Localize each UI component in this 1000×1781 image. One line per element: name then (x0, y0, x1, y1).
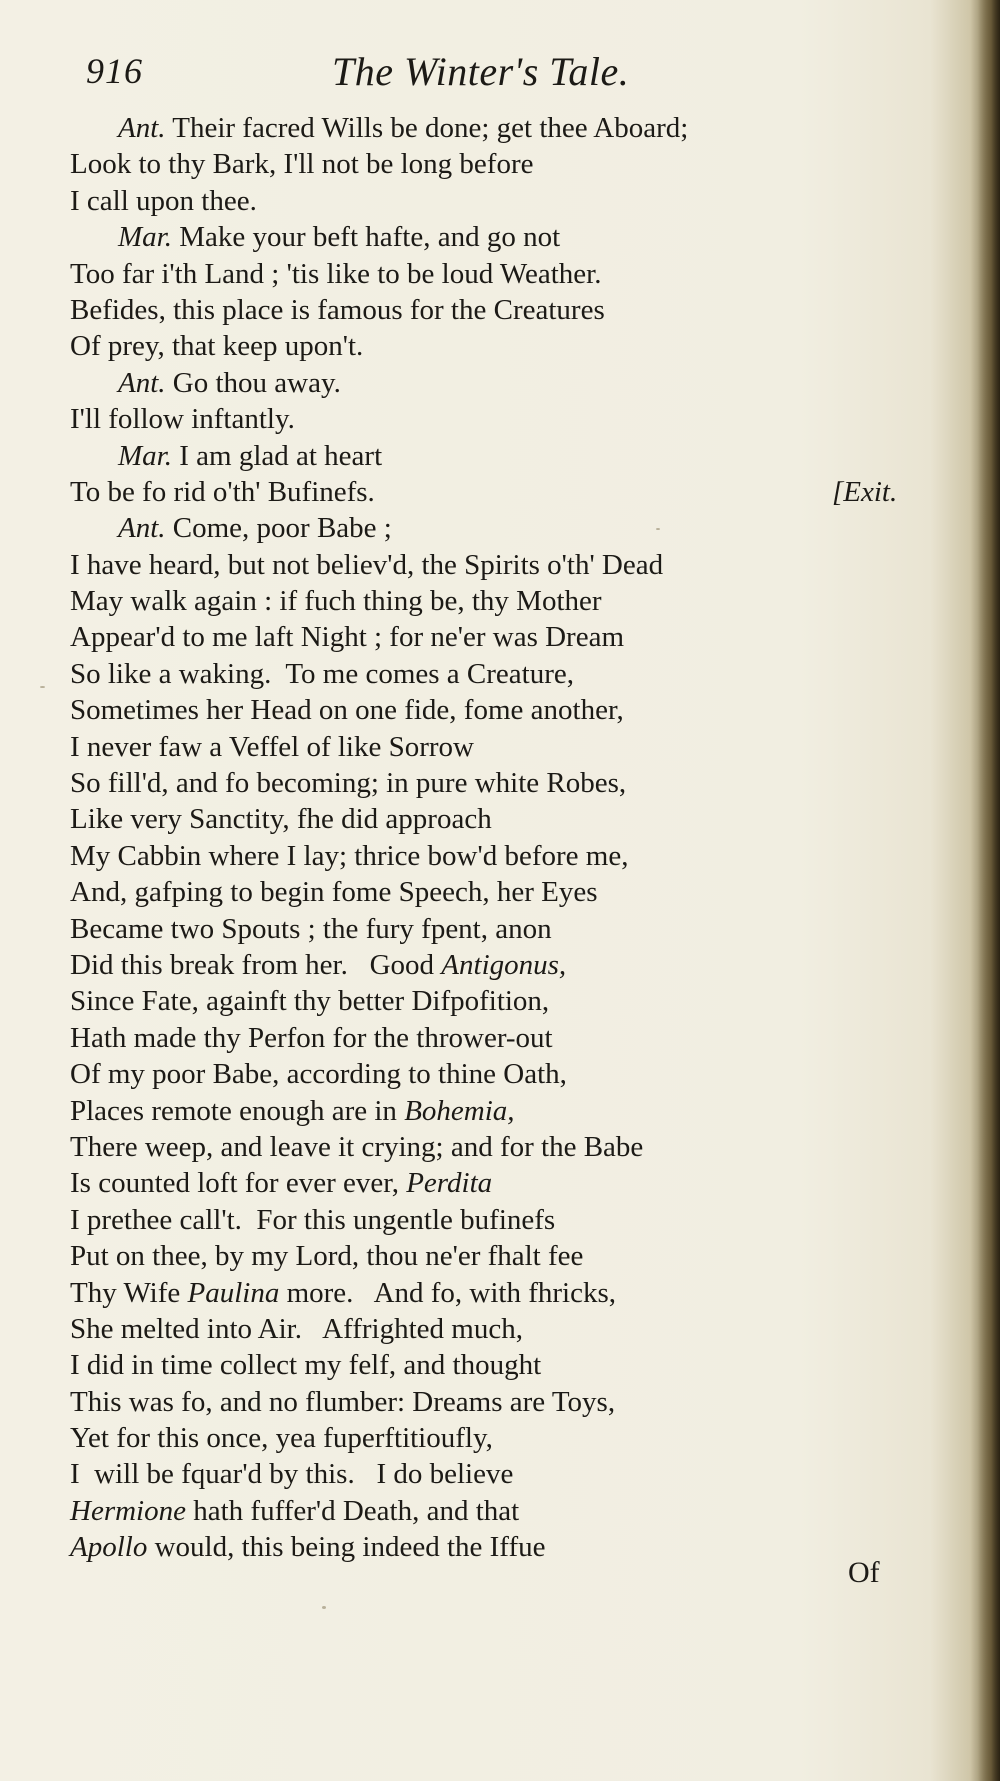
text-line (70, 438, 870, 474)
play-text (70, 110, 898, 1566)
italic-name: Perdita (406, 1167, 493, 1200)
ink-speck (40, 686, 45, 688)
line-text: Of my poor Babe, according to thine Oath, (70, 1058, 567, 1091)
line-text: There weep, and leave it crying; and for the Babe (70, 1130, 644, 1163)
line-text: Since Fate, againft thy better Difpofition, (70, 985, 550, 1018)
line-text: She melted into Air. Affrighted much, (70, 1312, 523, 1345)
text-line (70, 1093, 870, 1129)
page-number: 916 (86, 51, 143, 91)
line-text: Thy Wife (70, 1276, 188, 1309)
line-text: Places remote enough are in (70, 1094, 405, 1127)
stage-direction-exit: [Exit. (832, 475, 898, 508)
italic-name: Paulina (187, 1276, 280, 1309)
line-text: Like very Sanctity, fhe did approach (70, 803, 492, 836)
text-line (70, 1275, 870, 1311)
speaker-prefix: Mar. (118, 221, 172, 254)
text-line (70, 874, 870, 910)
line-text: May walk again : if fuch thing be, thy Mother (70, 585, 602, 618)
line-text: Sometimes her Head on one fide, fome another, (70, 694, 624, 727)
text-line (70, 1384, 870, 1420)
line-text: I am glad at heart (171, 439, 383, 472)
catchword: Of (848, 1556, 880, 1589)
line-text: So like a waking. To me comes a Creature, (70, 657, 574, 690)
line-text: I have heard, but not believ'd, the Spirits o'th' Dead (70, 548, 664, 581)
line-text: Too far i'th Land ; 'tis like to be loud Weather. (70, 257, 602, 290)
line-text: Hath made thy Perfon for the thrower-out (70, 1021, 553, 1054)
line-text: Is counted loft for ever ever, (70, 1167, 407, 1200)
line-text: And, gafping to begin fome Speech, her Eyes (70, 876, 598, 909)
text-line (70, 110, 870, 146)
line-text-after: more. And fo, with fhricks, (279, 1276, 617, 1309)
ink-speck (656, 528, 660, 530)
text-line (70, 692, 870, 728)
text-line (70, 1456, 870, 1492)
text-line (70, 729, 870, 765)
text-line (70, 547, 870, 583)
line-text: would, this being indeed the Iffue (147, 1531, 546, 1564)
line-text: Look to thy Bark, I'll not be long before (70, 148, 534, 181)
italic-name: Antigonus, (441, 948, 567, 981)
ink-speck (322, 1606, 326, 1609)
line-text: Appear'd to me laft Night ; for ne'er was Dream (70, 621, 625, 654)
text-line (70, 1056, 870, 1092)
speaker-prefix: Ant. (118, 112, 166, 144)
text-line (70, 510, 870, 546)
line-text: I did in time collect my felf, and thought (70, 1349, 542, 1382)
speaker-prefix: Mar. (118, 439, 172, 472)
text-line (70, 838, 870, 874)
running-title: The Winter's Tale. (332, 49, 630, 94)
text-line (70, 801, 870, 837)
text-line (70, 765, 870, 801)
line-text: This was fo, and no flumber: Dreams are Toys, (70, 1385, 616, 1418)
line-text: I prethee call't. For this ungentle bufinefs (70, 1203, 556, 1236)
text-line (70, 146, 870, 182)
text-line (70, 1347, 870, 1383)
line-text: I'll follow inftantly. (70, 403, 295, 436)
text-line (70, 1020, 870, 1056)
text-line (70, 1420, 870, 1456)
line-text: Did this break from her. Good (70, 948, 442, 981)
text-line (70, 1311, 870, 1347)
line-text: I will be fquar'd by this. I do believe (70, 1458, 514, 1491)
page-gutter-shadow (978, 0, 1000, 1781)
text-line (70, 474, 898, 510)
text-line (70, 1529, 870, 1565)
text-line (70, 328, 870, 364)
text-line (70, 256, 870, 292)
line-text: Befides, this place is famous for the Creatures (70, 293, 605, 326)
text-line (70, 1493, 870, 1529)
text-line (70, 1238, 870, 1274)
italic-name: Bohemia, (404, 1094, 515, 1127)
text-line (70, 1129, 870, 1165)
text-line (70, 292, 870, 328)
line-text: Of prey, that keep upon't. (70, 330, 364, 363)
line-text: My Cabbin where I lay; thrice bow'd before me, (70, 839, 629, 872)
line-text: Go thou away. (165, 366, 341, 399)
text-line (70, 219, 870, 255)
line-text: Became two Spouts ; the fury fpent, anon (70, 912, 552, 945)
italic-name: Apollo (70, 1531, 148, 1564)
line-text: Their facred Wills be done; get thee Aboard; (165, 112, 689, 144)
text-line (70, 983, 870, 1019)
text-line (70, 619, 870, 655)
speaker-prefix: Ant. (118, 512, 166, 545)
text-line (70, 911, 870, 947)
text-line (70, 365, 870, 401)
page-header (70, 46, 890, 106)
text-line (70, 401, 870, 437)
text-line (70, 583, 870, 619)
line-text: So fill'd, and fo becoming; in pure white Robes, (70, 767, 627, 800)
text-line (70, 1202, 870, 1238)
line-text: To be fo rid o'th' Bufinefs. (70, 475, 375, 508)
line-text: hath fuffer'd Death, and that (185, 1494, 520, 1527)
text-line (70, 656, 870, 692)
line-text: I call upon thee. (70, 184, 257, 217)
text-line (70, 183, 870, 219)
line-text: Come, poor Babe ; (165, 512, 392, 545)
line-text: Put on thee, by my Lord, thou ne'er fhalt fee (70, 1240, 584, 1273)
line-text: I never faw a Veffel of like Sorrow (70, 730, 474, 763)
text-line (70, 947, 870, 983)
line-text: Make your beft hafte, and go not (171, 221, 561, 254)
line-text: Yet for this once, yea fuperftitioufly, (70, 1422, 493, 1455)
italic-name: Hermione (70, 1494, 186, 1527)
text-line (70, 1165, 870, 1201)
speaker-prefix: Ant. (118, 366, 166, 399)
